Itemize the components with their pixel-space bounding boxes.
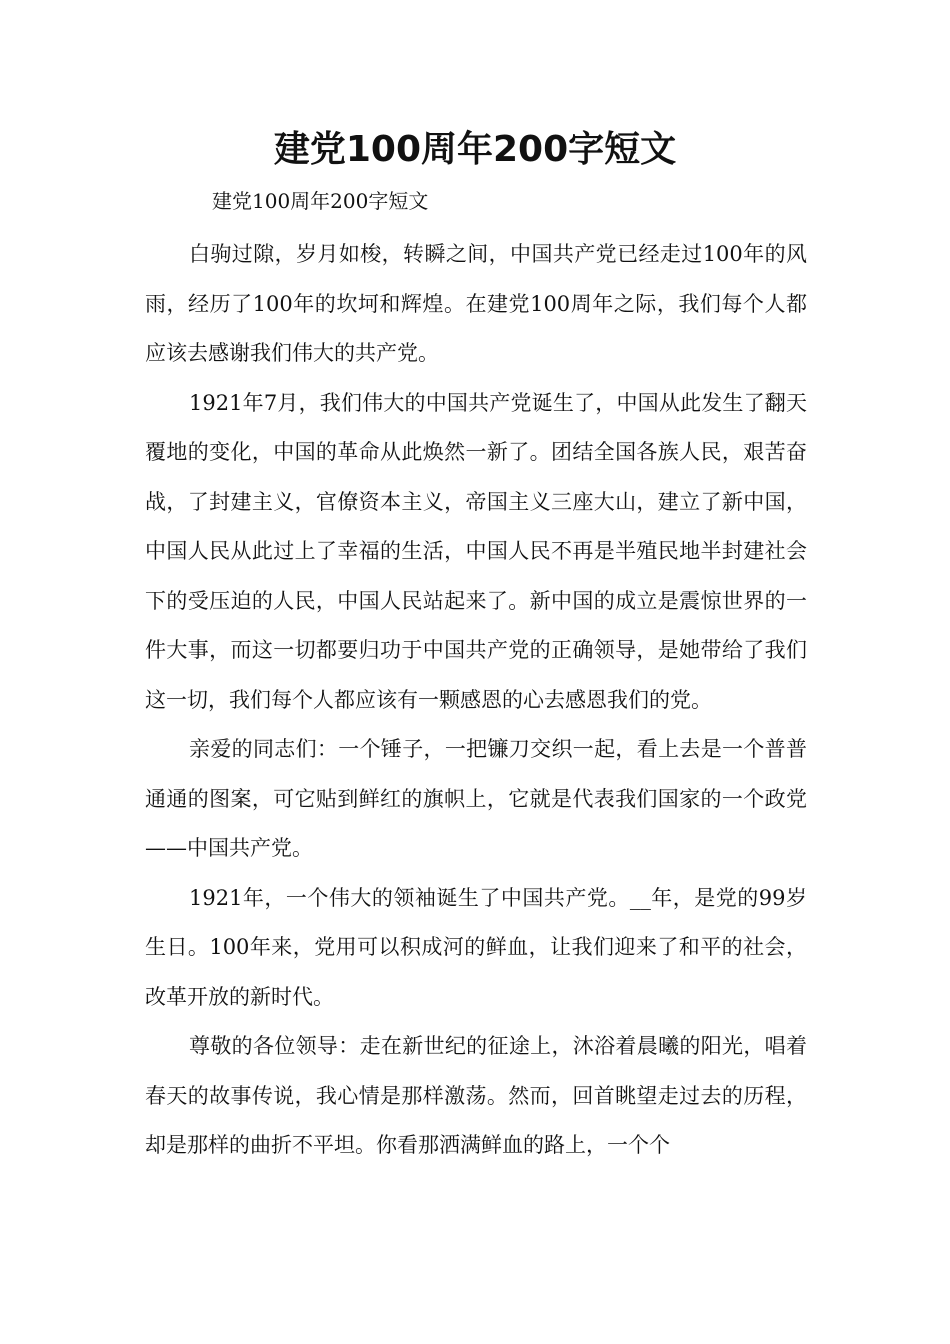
paragraph-4: 1921年，一个伟大的领袖诞生了中国共产党。__年，是党的99岁生日。100年来，党用可以积成河的鲜血，让我们迎来了和平的社会，改革开放的新时代。 bbox=[145, 885, 807, 1009]
document-subtitle: 建党100周年200字短文 bbox=[212, 189, 429, 213]
paragraph-2: 1921年7月，我们伟大的中国共产党诞生了，中国从此发生了翻天覆地的变化，中国的革命从此焕然一新了。团结全国各族人民，艰苦奋战，了封建主义，官僚资本主义，帝国主义三座大山，建立了新中国，中国人民从此过上了幸福的生活，中国人民不再是半殖民地半封建社会下的受压迫的人民，中国人民站起来了。新中国的成立是震惊世界的一件大事，而这一切都要归功于中国共产党的正确领导，是她带给了我们这一切，我们每个人都应该有一颗感恩的心去感恩我们的党。 bbox=[145, 390, 807, 712]
paragraph-3: 亲爱的同志们：一个锤子，一把镰刀交织一起，看上去是一个普普通通的图案，可它贴到鲜红的旗帜上，它就是代表我们国家的一个政党——中国共产党。 bbox=[145, 737, 807, 860]
paragraph-5: 尊敬的各位领导：走在新世纪的征途上，沐浴着晨曦的阳光，唱着春天的故事传说，我心情是那样激荡。然而，回首眺望走过去的历程，却是那样的曲折不平坦。你看那洒满鲜血的路上，一个个 bbox=[145, 1034, 807, 1157]
document-body bbox=[145, 230, 807, 1171]
paragraph-1: 白驹过隙，岁月如梭，转瞬之间，中国共产党已经走过100年的风雨，经历了100年的坎坷和辉煌。在建党100周年之际，我们每个人都应该去感谢我们伟大的共产党。 bbox=[145, 242, 807, 365]
document-title: 建党100周年200字短文 bbox=[273, 129, 677, 170]
